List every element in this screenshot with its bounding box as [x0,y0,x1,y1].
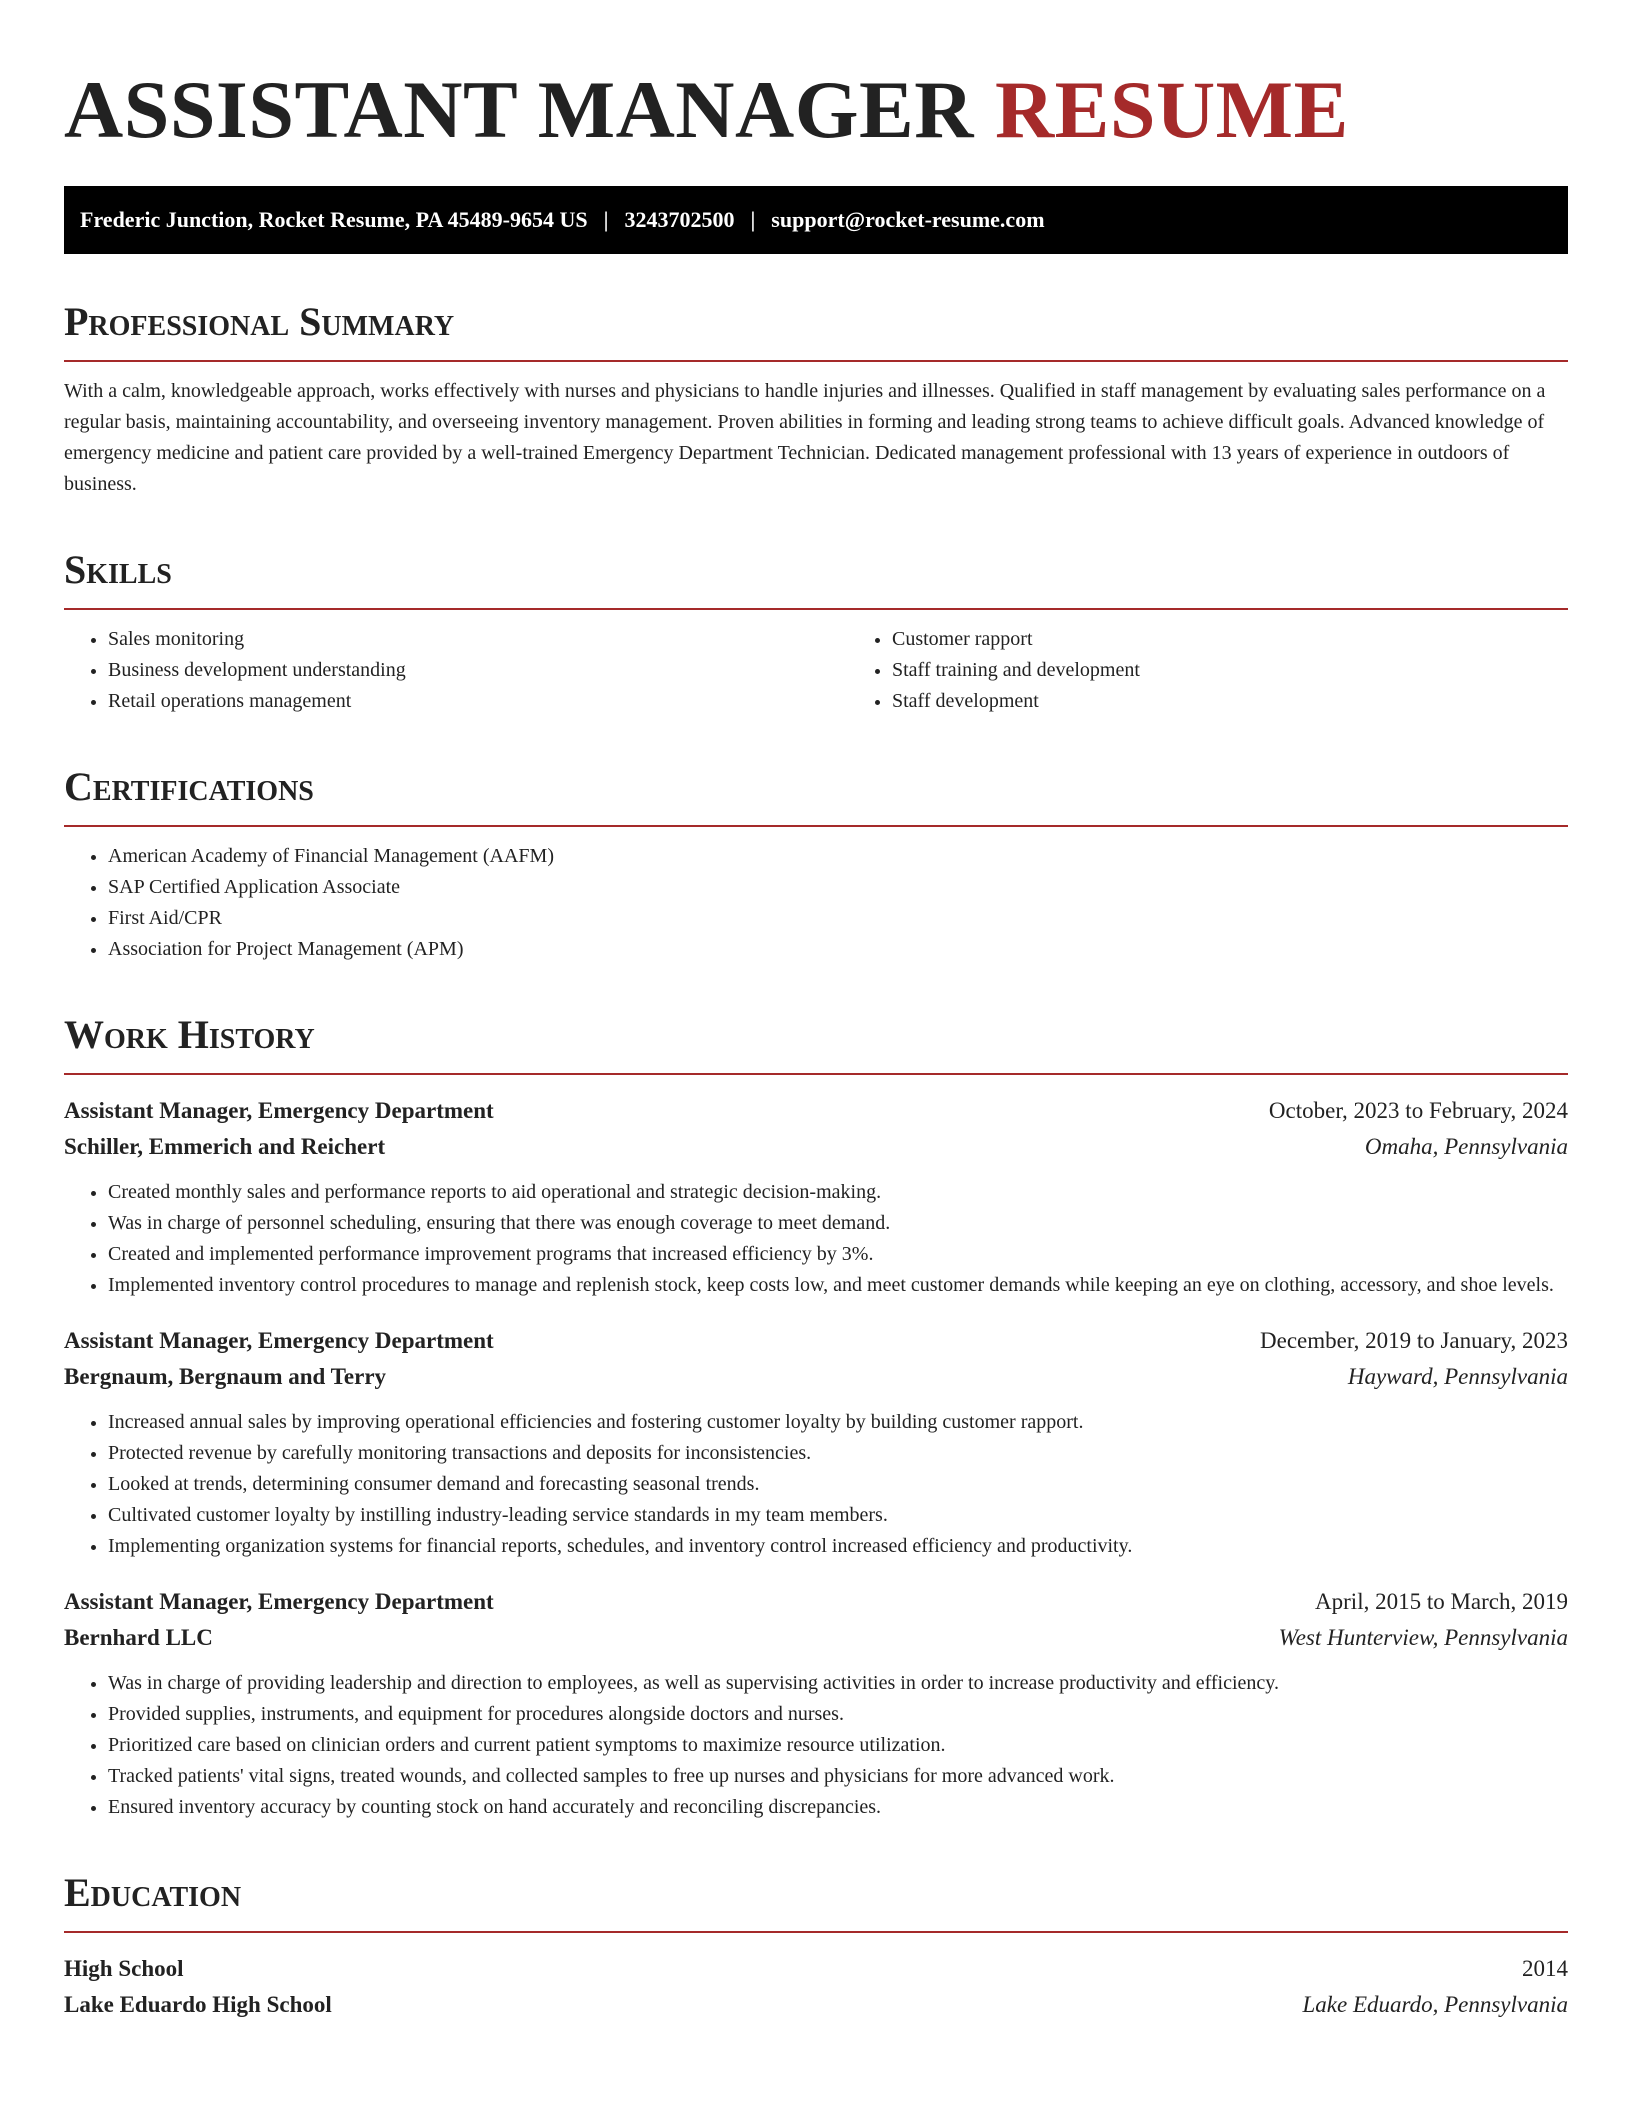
job-company-row [64,1620,1568,1656]
job-dates: December, 2019 to January, 2023 [1260,1328,1568,1353]
job-dates: October, 2023 to February, 2024 [1268,1098,1568,1123]
job-bullet: • Created and implemented performance improvement programs that increased efficiency by 3%. [108,1239,1568,1270]
education-year: 2014 [1522,1956,1568,1981]
job-header-row [64,1323,1568,1359]
education-location: Lake Eduardo, Pennsylvania [1302,1992,1568,2017]
job-bullet: • Tracked patients' vital signs, treated wounds, and collected samples to free up nurses and physicians for more advanced work. [108,1761,1568,1792]
contact-address: Frederic Junction, Rocket Resume, PA 45489-9654 US [80,207,588,232]
education-header-row [64,1951,1568,1987]
contact-bar [64,186,1568,254]
job-bullet: • Created monthly sales and performance reports to aid operational and strategic decision-making. [108,1177,1568,1208]
job-bullet: • Was in charge of personnel scheduling, ensuring that there was enough coverage to meet demand. [108,1208,1568,1239]
section-heading-work-history: Work History [64,1011,1568,1075]
job-bullets [64,1407,1568,1562]
job-location: Omaha, Pennsylvania [1364,1134,1568,1159]
skill-item: • Business development understanding [108,655,848,686]
job-location: West Hunterview, Pennsylvania [1278,1625,1568,1650]
title-accent: RESUME [994,64,1349,155]
job-entry [64,1584,1568,1823]
job-role: Assistant Manager, Emergency Department [64,1098,494,1123]
job-bullet: • Increased annual sales by improving operational efficiencies and fostering customer loyalty by building customer rapport. [108,1407,1568,1438]
certification-item: • First Aid/CPR [108,903,1568,934]
education-entry [64,1951,1568,2023]
education-school: Lake Eduardo High School [64,1992,332,2017]
job-entry [64,1093,1568,1301]
section-heading-summary: Professional Summary [64,298,1568,362]
job-bullet: • Cultivated customer loyalty by instilling industry-leading service standards in my team members. [108,1500,1568,1531]
job-bullet: • Protected revenue by carefully monitoring transactions and deposits for inconsistencies. [108,1438,1568,1469]
contact-email: support@rocket-resume.com [771,207,1045,232]
education-school-row [64,1987,1568,2023]
title-main: ASSISTANT MANAGER [64,64,974,155]
job-header-row [64,1093,1568,1129]
section-heading-education: Education [64,1869,1568,1933]
skill-item: • Staff training and development [892,655,1140,686]
job-location: Hayward, Pennsylvania [1347,1364,1568,1389]
section-heading-skills: Skills [64,546,1568,610]
job-bullets [64,1177,1568,1301]
job-bullet: • Implementing organization systems for financial reports, schedules, and inventory control increased efficiency and productivity. [108,1531,1568,1562]
job-company-row [64,1359,1568,1395]
job-company: Schiller, Emmerich and Reichert [64,1134,386,1159]
job-dates: April, 2015 to March, 2019 [1315,1589,1568,1614]
resume-title [64,64,1568,156]
section-heading-certifications: Certifications [64,763,1568,827]
certifications-list [64,841,1568,965]
skill-item: • Staff development [892,686,1140,717]
skill-item: • Customer rapport [892,624,1140,655]
job-entry [64,1323,1568,1562]
job-bullet: • Prioritized care based on clinician orders and current patient symptoms to maximize resource utilization. [108,1730,1568,1761]
job-bullet: • Was in charge of providing leadership and direction to employees, as well as supervising activities in order to increase productivity and efficiency. [108,1668,1568,1699]
job-company: Bergnaum, Bergnaum and Terry [64,1364,387,1389]
skills-list-right [848,624,1140,717]
skills-grid [64,624,1568,717]
job-company-row [64,1129,1568,1165]
job-company: Bernhard LLC [64,1625,213,1650]
job-role: Assistant Manager, Emergency Department [64,1328,494,1353]
job-bullet: • Implemented inventory control procedures to manage and replenish stock, keep costs low, and meet customer demands while keeping an eye on clothing, accessory, and shoe levels. [108,1270,1568,1301]
contact-separator: | [750,207,756,232]
certification-item: • SAP Certified Application Associate [108,872,1568,903]
skills-list-left [64,624,848,717]
job-bullet: • Looked at trends, determining consumer demand and forecasting seasonal trends. [108,1469,1568,1500]
certification-item: • American Academy of Financial Management (AAFM) [108,841,1568,872]
skill-item: • Sales monitoring [108,624,848,655]
skill-item: • Retail operations management [108,686,848,717]
job-header-row [64,1584,1568,1620]
summary-text: With a calm, knowledgeable approach, works effectively with nurses and physicians to handle injuries and illnesses. Qualified in staff management by evaluating sales performance on a regular basis, maintaining accountability, and overseeing inventory management. Proven abilities in forming and leading strong teams to achieve difficult goals. Advanced knowledge of emergency medicine and patient care provided by a well-trained Emergency Department Technician. Dedicated management professional with 13 years of experience in outdoors of business. [64,380,1546,495]
job-bullet: • Ensured inventory accuracy by counting stock on hand accurately and reconciling discrepancies. [108,1792,1568,1823]
contact-separator: | [603,207,609,232]
education-degree: High School [64,1956,184,1981]
job-bullets [64,1668,1568,1823]
job-role: Assistant Manager, Emergency Department [64,1589,494,1614]
job-bullet: • Provided supplies, instruments, and equipment for procedures alongside doctors and nurses. [108,1699,1568,1730]
certification-item: • Association for Project Management (APM) [108,934,1568,965]
contact-phone: 3243702500 [624,207,735,232]
